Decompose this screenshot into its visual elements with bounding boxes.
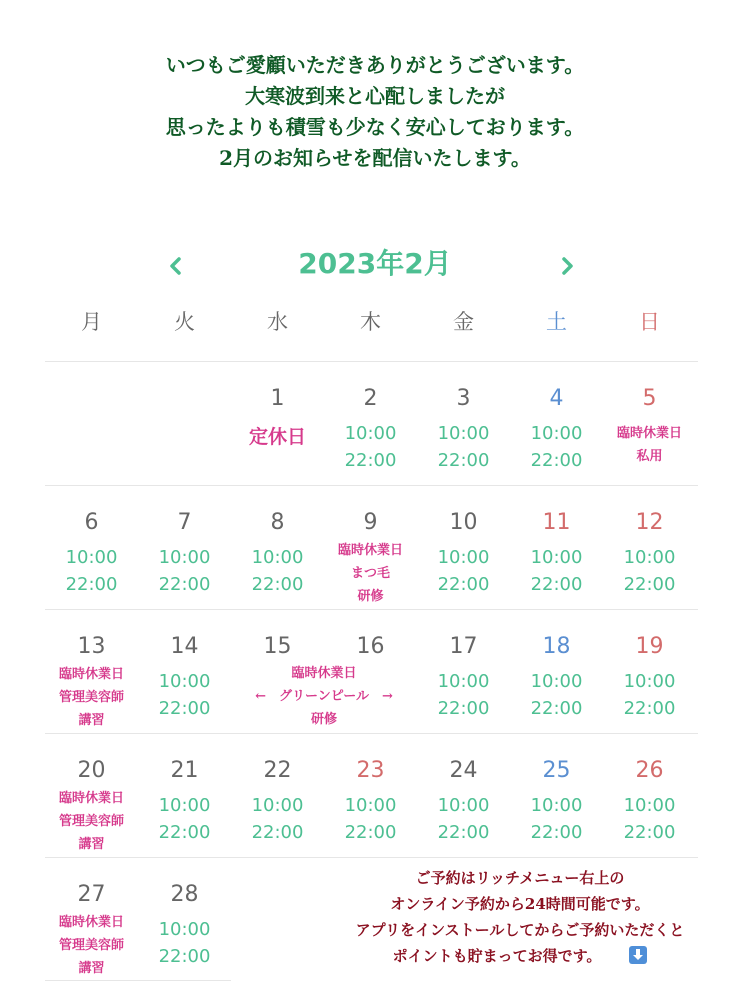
footer-line: アプリをインストールしてからご予約いただくと: [355, 921, 685, 939]
hours-close: 22:00: [65, 574, 118, 595]
hours-open: 10:00: [530, 671, 583, 692]
hours-open: 10:00: [530, 547, 583, 568]
day-cell-20[interactable]: [45, 734, 138, 857]
hours-close: 22:00: [623, 822, 676, 843]
day-cell-18[interactable]: [510, 610, 603, 733]
hours-open: 10:00: [65, 547, 118, 568]
day-number: 3: [456, 386, 471, 411]
day-cell-4[interactable]: [510, 362, 603, 485]
multi-day-notice: [231, 662, 417, 731]
day-number: 20: [77, 758, 106, 783]
hours-close: 22:00: [437, 450, 490, 471]
weekday-sun: 日: [639, 310, 660, 334]
closed-notice: [324, 539, 417, 608]
weekday-mon: 月: [81, 310, 102, 334]
closed-notice: [45, 663, 138, 732]
hours-open: 10:00: [437, 547, 490, 568]
footer-line: ご予約はリッチメニュー右上の: [415, 869, 625, 887]
business-hours: [138, 544, 231, 598]
business-hours: [510, 544, 603, 598]
business-hours: [603, 668, 696, 722]
notice-line: ← グリーンピール →: [255, 689, 393, 704]
day-cell-10[interactable]: [417, 486, 510, 609]
calendar-week: [45, 361, 698, 485]
intro-line: 2月のお知らせを配信いたします。: [219, 146, 531, 170]
hours-close: 22:00: [530, 450, 583, 471]
notice-line: 臨時休業日: [291, 666, 357, 681]
day-number: 5: [642, 386, 657, 411]
weekday-wed: 水: [267, 310, 288, 334]
day-number: 23: [356, 758, 385, 783]
day-number: 13: [77, 634, 106, 659]
hours-open: 10:00: [623, 547, 676, 568]
download-icon: [629, 946, 647, 964]
day-cell-11[interactable]: [510, 486, 603, 609]
day-number: 16: [356, 634, 385, 659]
day-number: 21: [170, 758, 199, 783]
hours-open: 10:00: [251, 547, 304, 568]
hours-open: 10:00: [623, 795, 676, 816]
day-cell-21[interactable]: [138, 734, 231, 857]
hours-open: 10:00: [158, 671, 211, 692]
hours-open: 10:00: [251, 795, 304, 816]
notice-line: 臨時休業日: [58, 667, 124, 682]
weekday-tue: 火: [174, 310, 195, 334]
calendar-header: [0, 240, 750, 288]
divider: [45, 980, 231, 981]
hours-close: 22:00: [437, 698, 490, 719]
day-number: 9: [363, 510, 378, 535]
business-hours: [324, 420, 417, 474]
day-cell-14[interactable]: [138, 610, 231, 733]
day-number: 27: [77, 882, 106, 907]
day-number: 2: [363, 386, 378, 411]
hours-close: 22:00: [530, 574, 583, 595]
closed-notice: [603, 422, 696, 468]
day-cell-1[interactable]: [231, 362, 324, 485]
hours-open: 10:00: [158, 547, 211, 568]
month-title: 2023年2月: [298, 247, 452, 280]
hours-close: 22:00: [530, 698, 583, 719]
intro-line: 思ったよりも積雪も少なく安心しております。: [165, 115, 585, 139]
day-number: 18: [542, 634, 571, 659]
day-cell-19[interactable]: [603, 610, 696, 733]
notice-line: 管理美容師: [58, 690, 124, 705]
hours-close: 22:00: [158, 574, 211, 595]
footer-line-last: [290, 943, 750, 969]
day-cell-26[interactable]: [603, 734, 696, 857]
day-cell-6[interactable]: [45, 486, 138, 609]
notice-line: 管理美容師: [58, 938, 124, 953]
day-number: 24: [449, 758, 478, 783]
notice-line: 講習: [78, 837, 105, 852]
hours-open: 10:00: [437, 423, 490, 444]
hours-close: 22:00: [437, 822, 490, 843]
day-cell-8[interactable]: [231, 486, 324, 609]
closed-notice: [45, 911, 138, 980]
hours-close: 22:00: [437, 574, 490, 595]
intro-line: 大寒波到来と心配しましたが: [245, 84, 505, 108]
hours-close: 22:00: [251, 574, 304, 595]
day-cell-5[interactable]: [603, 362, 696, 485]
hours-open: 10:00: [437, 671, 490, 692]
day-cell-9[interactable]: [324, 486, 417, 609]
closed-notice: [45, 787, 138, 856]
day-number: 15: [263, 634, 292, 659]
hours-open: 10:00: [344, 423, 397, 444]
hours-close: 22:00: [158, 946, 211, 967]
weekday-sat: 土: [546, 310, 567, 334]
notice-line: 講習: [78, 961, 105, 976]
next-month-button[interactable]: [549, 248, 585, 284]
day-number: 26: [635, 758, 664, 783]
hours-close: 22:00: [344, 450, 397, 471]
footer-line-text: ポイントも貯まってお得です。: [392, 947, 602, 965]
notice-line: まつ毛: [350, 566, 390, 581]
business-hours: [45, 544, 138, 598]
hours-open: 10:00: [437, 795, 490, 816]
reservation-notice: [290, 865, 750, 969]
notice-line: 私用: [636, 449, 663, 464]
day-cell-2[interactable]: [324, 362, 417, 485]
calendar-week: [45, 609, 698, 733]
day-cell-3[interactable]: [417, 362, 510, 485]
day-cell-27[interactable]: [45, 858, 138, 981]
business-hours: [417, 544, 510, 598]
day-number: 7: [177, 510, 192, 535]
day-number: 11: [542, 510, 571, 535]
hours-open: 10:00: [344, 795, 397, 816]
business-hours: [510, 792, 603, 846]
day-cell-13[interactable]: [45, 610, 138, 733]
footer-line: オンライン予約から24時間可能です。: [390, 895, 650, 913]
business-hours: [231, 792, 324, 846]
hours-close: 22:00: [251, 822, 304, 843]
day-number: 10: [449, 510, 478, 535]
notice-line: 研修: [310, 712, 337, 727]
day-cell-7[interactable]: [138, 486, 231, 609]
hours-open: 10:00: [623, 671, 676, 692]
business-hours: [138, 916, 231, 970]
day-number: 22: [263, 758, 292, 783]
hours-close: 22:00: [623, 574, 676, 595]
day-number: 6: [84, 510, 99, 535]
day-number: 17: [449, 634, 478, 659]
intro-message: [0, 50, 750, 174]
day-cell-24[interactable]: [417, 734, 510, 857]
notice-line: 管理美容師: [58, 814, 124, 829]
hours-close: 22:00: [158, 822, 211, 843]
day-number: 28: [170, 882, 199, 907]
day-cell-22[interactable]: [231, 734, 324, 857]
hours-close: 22:00: [344, 822, 397, 843]
business-hours: [417, 668, 510, 722]
business-hours: [324, 792, 417, 846]
notice-line: 臨時休業日: [58, 791, 124, 806]
day-number: 14: [170, 634, 199, 659]
notice-line: 講習: [78, 713, 105, 728]
day-number: 4: [549, 386, 564, 411]
hours-close: 22:00: [158, 698, 211, 719]
business-hours: [231, 544, 324, 598]
notice-line: 臨時休業日: [337, 543, 403, 558]
business-hours: [417, 420, 510, 474]
business-hours: [510, 668, 603, 722]
calendar-week: [45, 733, 698, 857]
day-cell-28[interactable]: [138, 858, 231, 981]
day-cell-25[interactable]: [510, 734, 603, 857]
weekday-thu: 木: [360, 310, 381, 334]
chevron-right-icon: [549, 248, 585, 284]
hours-open: 10:00: [158, 919, 211, 940]
day-cell-17[interactable]: [417, 610, 510, 733]
intro-line: いつもご愛顧いただきありがとうございます。: [165, 53, 585, 77]
hours-close: 22:00: [530, 822, 583, 843]
weekday-header: [45, 304, 698, 344]
day-number: 12: [635, 510, 664, 535]
business-hours: [138, 668, 231, 722]
closed-notice: 定休日: [248, 426, 306, 448]
business-hours: [138, 792, 231, 846]
weekday-fri: 金: [453, 310, 474, 334]
hours-open: 10:00: [530, 795, 583, 816]
business-hours: [603, 544, 696, 598]
day-number: 19: [635, 634, 664, 659]
hours-close: 22:00: [623, 698, 676, 719]
business-hours: [417, 792, 510, 846]
day-number: 8: [270, 510, 285, 535]
day-number: 1: [270, 386, 285, 411]
calendar-week: [45, 485, 698, 609]
day-cell-12[interactable]: [603, 486, 696, 609]
business-hours: [603, 792, 696, 846]
notice-line: 臨時休業日: [58, 915, 124, 930]
notice-line: 臨時休業日: [616, 426, 682, 441]
day-cell-23[interactable]: [324, 734, 417, 857]
day-number: 25: [542, 758, 571, 783]
hours-open: 10:00: [158, 795, 211, 816]
notice-line: 研修: [357, 589, 384, 604]
hours-open: 10:00: [530, 423, 583, 444]
business-hours: [510, 420, 603, 474]
